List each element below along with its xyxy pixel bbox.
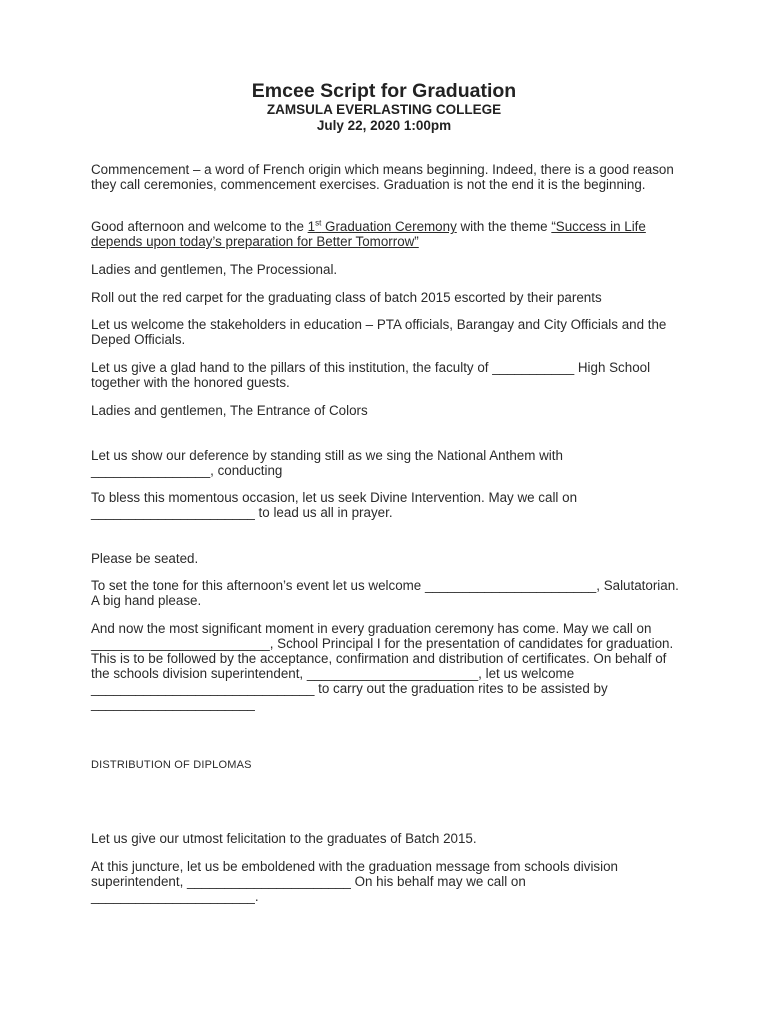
paragraph-faculty: Let us give a glad hand to the pillars of this institution, the faculty of ___________ High School together with the honored guests. [91,360,651,390]
paragraph-felicitation: Let us give our utmost felicitation to the graduates of Batch 2015. [91,831,477,846]
section-heading-diplomas: DISTRIBUTION OF DIPLOMAS [91,759,252,771]
ceremony-label: Graduation Ceremony [321,219,457,234]
event-date: July 22, 2020 1:00pm [316,118,452,133]
paragraph-colors: Ladies and gentlemen, The Entrance of Colors [91,403,368,418]
ordinal-suffix: st [315,218,322,228]
document-title: Emcee Script for Graduation [251,80,517,102]
paragraph-salutatorian: To set the tone for this afternoon’s event let us welcome _______________________, Salutatorian. A big hand please. [91,578,679,608]
paragraph-red-carpet: Roll out the red carpet for the graduating class of batch 2015 escorted by their parents [91,290,602,305]
school-name: ZAMSULA EVERLASTING COLLEGE [266,102,502,117]
ordinal-number: 1 [307,219,316,234]
paragraph-commencement: Commencement – a word of French origin which means beginning. Indeed, there is a good reason they call ceremonies, commencement exercises. Graduation is not the end it is the beginning. [91,162,674,192]
paragraph-welcome [91,219,681,249]
paragraph-prayer: To bless this momentous occasion, let us seek Divine Intervention. May we call on ______________________ to lead us all in prayer. [91,490,578,520]
theme-intro: with the theme [456,219,552,234]
theme-text: “Success in Life depends upon today’s preparation for Better Tomorrow” [91,219,646,249]
paragraph-seated: Please be seated. [91,551,199,566]
ceremony-name [308,219,457,234]
paragraph-processional: Ladies and gentlemen, The Processional. [91,262,338,277]
paragraph-superintendent-message: At this juncture, let us be emboldened with the graduation message from schools division superintendent, ______________________ On his behalf may we call on ______________________. [91,859,618,904]
paragraph-stakeholders: Let us welcome the stakeholders in education – PTA officials, Barangay and City Officials and the Deped Officials. [91,317,667,347]
paragraph-principal: And now the most significant moment in every graduation ceremony has come. May we call on ________________________, School Principal I for the presentation of candidates for graduation. This is to be followed by the acceptance, confirmation and distribution of certificates. On behalf of the schools division superintendent, _______________________, let us welcome ______________________________ to carry out the graduation rites to be assisted by ______________________ [91,621,674,711]
welcome-text: Good afternoon and welcome to the [91,219,308,234]
paragraph-anthem: Let us show our deference by standing still as we sing the National Anthem with ________________, conducting [91,448,563,478]
